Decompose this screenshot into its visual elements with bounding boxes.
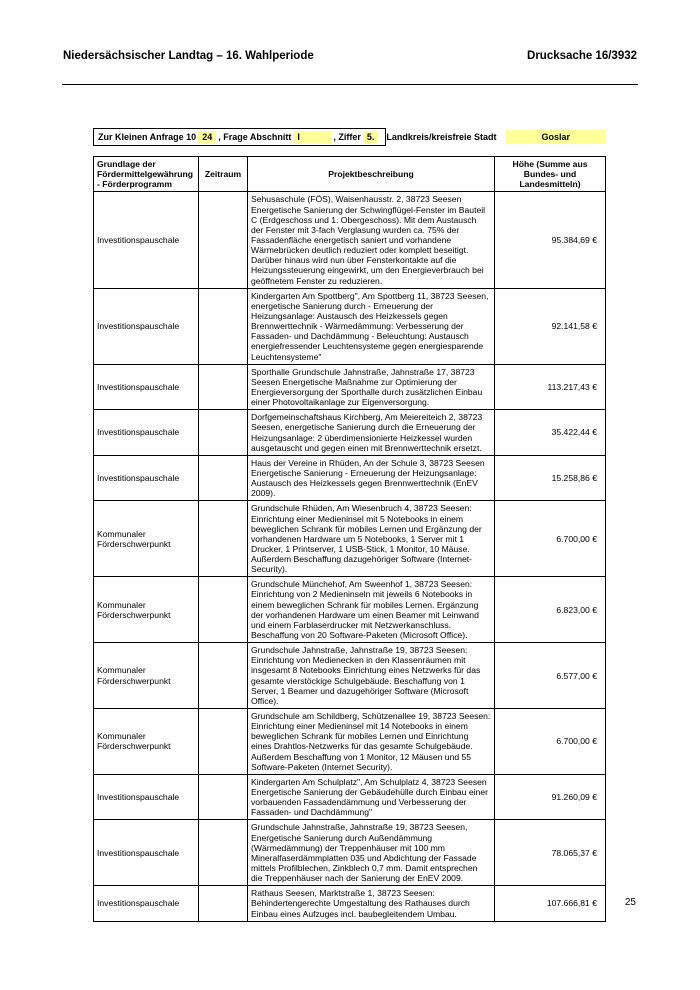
amount-cell: 15.258,86 €	[495, 455, 606, 501]
table-row	[94, 455, 606, 501]
amount-cell: 92.141,58 €	[495, 288, 606, 364]
funding-table	[93, 156, 606, 922]
project-description-cell: Grundschule Jahnstraße, Jahnstraße 19, 38723 Seesen: Einrichtung von Medienecken in den Klassenräumen mit insgesamt 8 Notebooks Einrichtung eines Netzwerks für das gesamte vierstöckige Schulgebäude. Beschaffung von 1 Server, 1 Beamer und dazugehöriger Software (Microsoft Office).	[248, 643, 495, 709]
zeitraum-cell	[199, 820, 248, 886]
project-description-cell: Grundschule am Schildberg, Schützenallee 19, 38723 Seesen: Einrichtung einer Medieninsel mit 14 Notebooks in einem beweglichen Schrank für mobiles Lernen und Einrichtung eines Drahtlos-Netzwerks für das gesamte Schulgebäude. Außerdem Beschaffung von 1 Monitor, 12 Mäusen und 55 Software-Paketen (Internet Security).	[248, 709, 495, 775]
amount-cell: 95.384,69 €	[495, 192, 606, 288]
amount-cell: 6.823,00 €	[495, 577, 606, 643]
table-row	[94, 501, 606, 577]
column-header-zeitraum: Zeitraum	[199, 157, 248, 192]
zeitraum-cell	[199, 709, 248, 775]
project-description-cell: Grundschule Rhüden, Am Wiesenbruch 4, 38723 Seesen: Einrichtung einer Medieninsel mit 5 Notebooks in einem beweglichen Schrank für mobiles Lernen und Ergänzung der vorhandenen Hardware um 5 Notebooks, 1 Server mit 1 Drucker, 1 Printserver, 1 USB-Stick, 1 Monitor, 10 Mäuse. Außerdem Beschaffung dazugehöriger Software (Internet-Security).	[248, 501, 495, 577]
column-header-grundlage: Grundlage der Fördermittelgewährung - Förderprogramm	[94, 157, 199, 192]
zeitraum-cell	[199, 886, 248, 921]
zeitraum-cell	[199, 501, 248, 577]
program-cell: Kommunaler Förderschwerpunkt	[94, 709, 199, 775]
table-row	[94, 886, 606, 921]
reference-mid2: , Ziffer	[333, 132, 361, 142]
reference-row	[93, 128, 605, 146]
header-divider	[62, 84, 638, 85]
program-cell: Investitionspauschale	[94, 455, 199, 501]
zeitraum-cell	[199, 774, 248, 820]
amount-cell: 35.422,44 €	[495, 410, 606, 456]
program-cell: Kommunaler Förderschwerpunkt	[94, 577, 199, 643]
program-cell: Investitionspauschale	[94, 410, 199, 456]
page-number: 25	[624, 897, 636, 908]
program-cell: Investitionspauschale	[94, 820, 199, 886]
district-value-highlight: Goslar	[506, 130, 605, 144]
amount-cell: 6.700,00 €	[495, 709, 606, 775]
reference-box	[93, 128, 386, 146]
table-body	[94, 192, 606, 921]
zeitraum-cell	[199, 577, 248, 643]
program-cell: Kommunaler Förderschwerpunkt	[94, 643, 199, 709]
district-label: Landkreis/kreisfreie Stadt	[386, 132, 497, 142]
project-description-cell: Sporthalle Grundschule Jahnstraße, Jahnstraße 17, 38723 Seesen Energetische Maßnahme zur Optimierung der Energieversorgung der Sporthalle durch zusätzlichen Einbau einer Photovoltaikanlage zur Eigenversorgung.	[248, 364, 495, 410]
zeitraum-cell	[199, 455, 248, 501]
table-row	[94, 643, 606, 709]
program-cell: Investitionspauschale	[94, 774, 199, 820]
program-cell: Investitionspauschale	[94, 288, 199, 364]
table-row	[94, 192, 606, 288]
program-cell: Investitionspauschale	[94, 364, 199, 410]
amount-cell: 78.065,37 €	[495, 820, 606, 886]
table-row	[94, 820, 606, 886]
drucksache-number: Drucksache 16/3932	[527, 50, 637, 62]
project-description-cell: Haus der Vereine in Rhüden, An der Schule 3, 38723 Seesen Energetische Sanierung - Erneuerung der Heizungsanlage: Austausch des Heizkessels gegen Brennwerttechnik (EnEV 2009).	[248, 455, 495, 501]
table-row	[94, 364, 606, 410]
reference-prefix: Zur Kleinen Anfrage 10	[98, 132, 197, 142]
amount-cell: 107.666,81 €	[495, 886, 606, 921]
table-row	[94, 774, 606, 820]
table-row	[94, 577, 606, 643]
zeitraum-cell	[199, 643, 248, 709]
project-description-cell: Grundschule Jahnstraße, Jahnstraße 19, 38723 Seesen, Energetische Sanierung durch Außendämmung (Wärmedämmung) der Treppenhäuser mit 100 mm Mineralfaserdämmplatten 035 und Abdichtung der Fassade mittels Profilblechen, Zinkblech 0,7 mm. Damit entsprechen die Treppenhäuser nach der Sanierung der EnEV 2009.	[248, 820, 495, 886]
project-description-cell: Kindergarten Am Spottberg", Am Spottberg 11, 38723 Seesen, energetische Sanierung durch - Erneuerung der Heizungsanlage: Austausch des Heizkessels gegen Brennwerttechnik - Wärmedämmung: Verbesserung der Fassaden- und Dachdämmung - Beleuchtung: Austausch energiefressender Leuchtensysteme gegen energiesparende Leuchtensysteme"	[248, 288, 495, 364]
column-header-hoehe: Höhe (Summe aus Bundes- und Landesmitteln)	[495, 157, 606, 192]
project-description-cell: Kindergarten Am Schulplatz", Am Schulplatz 4, 38723 Seesen Energetische Sanierung der Gebäudehülle durch Einbau einer vorbauenden Fassadendämmung und Verbesserung der Fassaden- und Dachdämmung"	[248, 774, 495, 820]
parliament-title: Niedersächsischer Landtag – 16. Wahlperiode	[63, 50, 314, 62]
amount-cell: 6.577,00 €	[495, 643, 606, 709]
amount-cell: 113.217,43 €	[495, 364, 606, 410]
document-header	[63, 50, 637, 62]
amount-cell: 91.260,09 €	[495, 774, 606, 820]
anfrage-number-highlight: 24	[198, 131, 216, 143]
reference-mid1: , Frage Abschnitt	[218, 132, 292, 142]
zeitraum-cell	[199, 192, 248, 288]
abschnitt-highlight: I	[293, 131, 331, 143]
zeitraum-cell	[199, 288, 248, 364]
project-description-cell: Grundschule Münchehof, Am Sweenhof 1, 38723 Seesen: Einrichtung von 2 Medieninseln mit jeweils 6 Notebooks in einem beweglichen Schrank für mobiles Lernen. Ergänzung der vorhandenen Hardware um einen Beamer mit Leinwand und einem Farblaserdrucker mit Netzwerkanschluss. Beschaffung von 20 Software-Paketen (Microsoft Office).	[248, 577, 495, 643]
zeitraum-cell	[199, 364, 248, 410]
program-cell: Investitionspauschale	[94, 192, 199, 288]
program-cell: Investitionspauschale	[94, 886, 199, 921]
funding-table-header	[94, 157, 606, 192]
project-description-cell: Rathaus Seesen, Marktstraße 1, 38723 Seesen: Behindertengerechte Umgestaltung des Rathauses durch Einbau eines Aufzuges incl. baubegleitendem Umbau.	[248, 886, 495, 921]
project-description-cell: Dorfgemeinschaftshaus Kirchberg, Am Meiereiteich 2, 38723 Seesen, energetische Sanierung durch die Erneuerung der Heizungsanlage: 2 überdimensionierte Heizkessel wurden ausgetauscht und gegen einen mit Brennwerttechnik ersetzt.	[248, 410, 495, 456]
column-header-projektbeschreibung: Projektbeschreibung	[248, 157, 495, 192]
program-cell: Kommunaler Förderschwerpunkt	[94, 501, 199, 577]
table-row	[94, 410, 606, 456]
zeitraum-cell	[199, 410, 248, 456]
project-description-cell: Sehusaschule (FÖS), Waisenhausstr. 2, 38723 Seesen Energetische Sanierung der Schwingflügel-Fenster im Bauteil C (Erdgeschoss und 1. Obergeschoss). Mit dem Austausch der Fenster mit 3-fach Verglasung wurden ca. 75% der Fassadenfläche energetisch saniert und vorhandene Wärmebrücken deutlich reduziert oder komplett beseitigt. Darüber hinaus wird nun über Fensterkontakte auf die Heizungssteuerung eingewirkt, um den Energieverbrauch bei geöffnetem Fenster zu reduzieren.	[248, 192, 495, 288]
table-row	[94, 709, 606, 775]
amount-cell: 6.700,00 €	[495, 501, 606, 577]
ziffer-highlight: 5.	[363, 131, 379, 143]
table-row	[94, 288, 606, 364]
